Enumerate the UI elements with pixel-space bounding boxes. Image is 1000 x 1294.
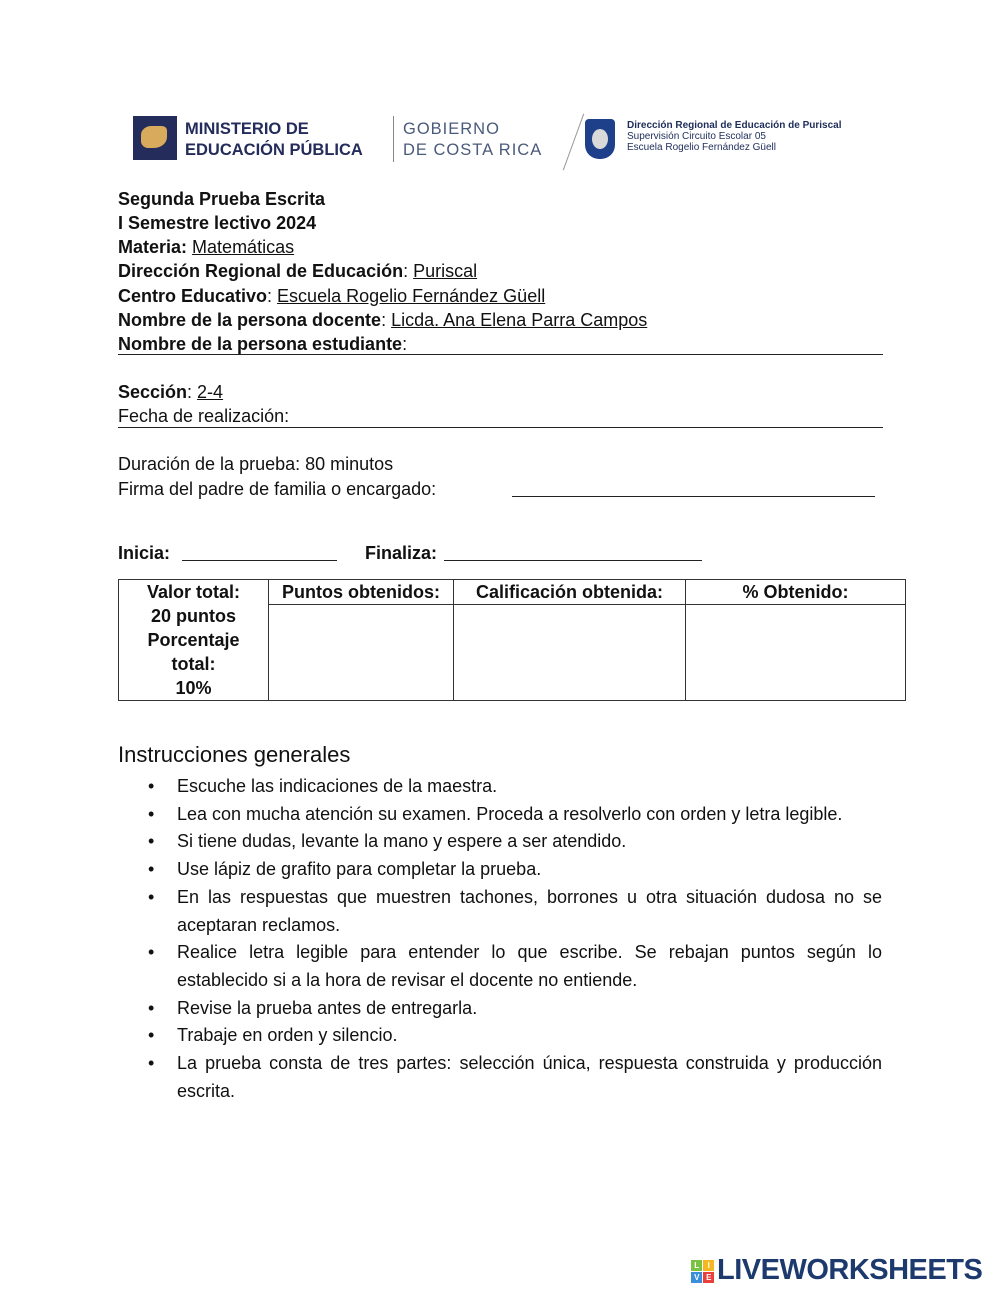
- header-logos: [133, 116, 868, 166]
- student-name-field[interactable]: [118, 354, 883, 355]
- government-logo-text: GOBIERNO DE COSTA RICA: [403, 120, 543, 159]
- end-field[interactable]: [444, 560, 702, 561]
- duration: Duración de la prueba: 80 minutos: [118, 454, 394, 474]
- percent-cell[interactable]: [686, 605, 906, 701]
- school-shield-icon: [585, 119, 615, 159]
- list-item: • Revise la prueba antes de entregarla.: [177, 995, 882, 1023]
- instructions-heading: Instrucciones generales: [118, 742, 351, 767]
- list-item: • Escuche las indicaciones de la maestra.: [177, 773, 882, 801]
- liveworksheets-logo: L I V E LIVEWORKSHEETS: [691, 1254, 982, 1287]
- points-cell[interactable]: [269, 605, 454, 701]
- start-field[interactable]: [182, 560, 337, 561]
- student-name-label: Nombre de la persona estudiante:: [118, 334, 408, 354]
- signature-field[interactable]: [512, 496, 875, 497]
- total-value-cell: Valor total: 20 puntos Porcentaje total: 10%: [119, 580, 269, 701]
- liveworksheets-icon: L I V E: [691, 1260, 714, 1283]
- grade-header: Calificación obtenida:: [454, 580, 686, 605]
- list-item: • Si tiene dudas, levante la mano y espere a ser atendido.: [177, 828, 882, 856]
- section: Sección: 2-4: [118, 382, 224, 402]
- list-item: • Trabaje en orden y silencio.: [177, 1022, 882, 1050]
- region: Dirección Regional de Educación: Puriscal: [118, 261, 478, 281]
- instructions-list: [118, 773, 882, 1105]
- ministry-logo-text: MINISTERIO DE EDUCACIÓN PÚBLICA: [185, 120, 363, 159]
- school: Centro Educativo: Escuela Rogelio Fernández Güell: [118, 286, 546, 306]
- percent-header: % Obtenido:: [686, 580, 906, 605]
- grade-cell[interactable]: [454, 605, 686, 701]
- list-item: • Lea con mucha atención su examen. Proceda a resolverlo con orden y letra legible.: [177, 801, 882, 829]
- list-item: • Use lápiz de grafito para completar la prueba.: [177, 856, 882, 884]
- points-header: Puntos obtenidos:: [269, 580, 454, 605]
- list-item: • La prueba consta de tres partes: selección única, respuesta construida y producción escrita.: [177, 1050, 882, 1105]
- semester: I Semestre lectivo 2024: [118, 213, 317, 233]
- regional-header: Dirección Regional de Educación de Puriscal Supervisión Circuito Escolar 05 Escuela Rogelio Fernández Güell: [627, 120, 842, 153]
- list-item: • En las respuestas que muestren tachones, borrones u otra situación dudosa no se aceptaran reclamos.: [177, 884, 882, 939]
- date-field[interactable]: [118, 427, 883, 428]
- teacher: Nombre de la persona docente: Licda. Ana Elena Parra Campos: [118, 310, 648, 330]
- end-label: Finaliza:: [365, 543, 438, 563]
- signature-label: Firma del padre de familia o encargado:: [118, 479, 437, 499]
- list-item: • Realice letra legible para entender lo que escribe. Se rebajan puntos según lo establecido si a la hora de revisar el docente no entiende.: [177, 939, 882, 994]
- costa-rica-map-icon: [133, 116, 177, 160]
- score-table: [118, 579, 906, 701]
- date-label: Fecha de realización:: [118, 406, 290, 426]
- exam-title: Segunda Prueba Escrita: [118, 189, 326, 209]
- subject: Materia: Matemáticas: [118, 237, 295, 257]
- start-label: Inicia:: [118, 543, 171, 563]
